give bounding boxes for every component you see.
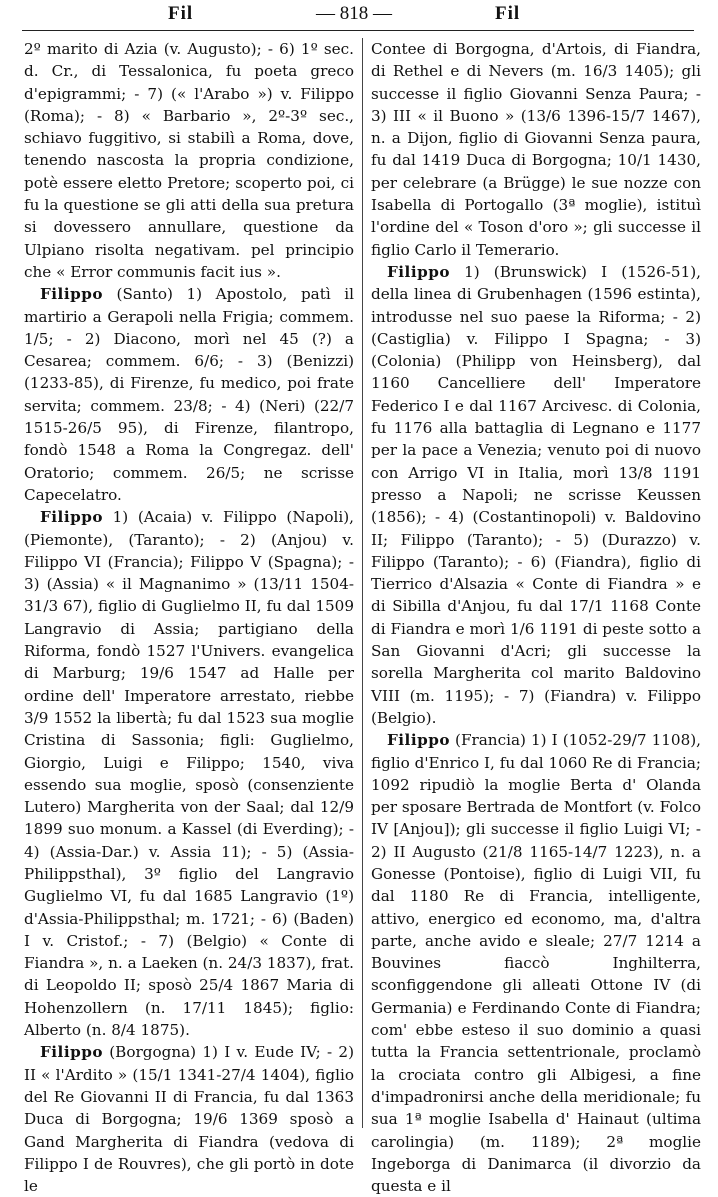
- entry-filippo-brunswick: [371, 261, 701, 729]
- entry-text: (Borgogna) 1) I v. Eude IV; - 2) II « l'Ardito » (15/1 1341-27/4 1404), figlio del Re Giovanni II di Francia, fu dal 1363 Duca di Borgogna; 19/6 1369 sposò a Gand Margherita di Fiandra (vedova di Filippo I de Rouvres), che gli portò in dote le: [24, 1043, 354, 1196]
- header-right-guideword: Fil: [495, 3, 521, 24]
- entry-filippo-borgogna: [24, 1041, 354, 1197]
- column-divider: [362, 38, 363, 1128]
- entry-headword: Filippo: [40, 285, 103, 304]
- entry-headword: Filippo: [40, 1043, 103, 1062]
- entry-text: 1) (Brunswick) I (1526-51), della linea di Grubenhagen (1596 estinta), introdusse nel suo paese la Riforma; - 2) (Castiglia) v. Filippo I Spagna; - 3) (Colonia) (Philipp von Heinsberg), dal 1160 Cancelliere dell' Imperatore Federico I e dal 1167 Arcivesc. di Colonia, fu 1176 alla battaglia di Legnano e 1177 per la pace a Venezia; venuto poi di nuovo con Arrigo VI in Italia, morì 13/8 1191 presso a Napoli; ne scrisse Keussen (1856); - 4) (Costantinopoli) v. Baldovino II; Filippo (Taranto); - 5) (Durazzo) v. Filippo (Taranto); - 6) (Fiandra), figlio di Tierrico d'Alsazia « Conte di Fiandra » e di Sibilla d'Anjou, fu dal 17/1 1168 Conte di Fiandra e morì 1/6 1191 di peste sotto a San Giovanni d'Acri; gli successe la sorella Margherita col marito Baldovino VIII (m. 1195); - 7) (Fiandra) v. Filippo (Belgio).: [371, 262, 701, 727]
- entry-text: 2º marito di Azia (v. Augusto); - 6) 1º sec. d. Cr., di Tessalonica, fu poeta greco d'epigrammi; - 7) (« l'Arabo ») v. Filippo (Roma); - 8) « Barbario », 2º-3º sec., schiavo fuggitivo, si stabilì a Roma, dove, tenendo nascosta la propria condizione, potè essere eletto Pretore; scoperto poi, ci fu la questione se gli atti della sua pretura si dovessero annullare, questione da Ulpiano risolta negativam. pel principio che « Error communis facit ius ».: [24, 40, 354, 281]
- entry-continuation: [371, 38, 701, 261]
- right-column: [371, 38, 701, 1196]
- page-number: — 818 —: [316, 3, 392, 24]
- entry-text: 1) (Acaia) v. Filippo (Napoli), (Piemonte), (Taranto); - 2) (Anjou) v. Filippo VI (Francia); Filippo V (Spagna); - 3) (Assia) « il Magnanimo » (13/11 1504-31/3 67), figlio di Guglielmo II, fu dal 1509 Langravio di Assia; partigiano della Riforma, fondò 1527 l'Univers. evangelica di Marburg; 19/6 1547 ad Halle per ordine dell' Imperatore arrestato, riebbe 3/9 1552 la libertà; fu dal 1523 sua moglie Cristina di Sassonia; figli: Guglielmo, Giorgio, Luigi e Filippo; 1540, viva essendo sua moglie, sposò (consenziente Lutero) Margherita von der Saal; dal 12/9 1899 suo monum. a Kassel (di Everding); - 4) (Assia-Dar.) v. Assia 11); - 5) (Assia-Philippsthal), 3º figlio del Langravio Guglielmo VI, fu dal 1685 Langravio (1º) d'Assia-Philippsthal; m. 1721; - 6) (Baden) I v. Cristof.; - 7) (Belgio) « Conte di Fiandra », n. a Laeken (n. 24/3 1837), frat. di Leopoldo II; sposò 25/4 1867 Maria di Hohenzollern (n. 17/11 1845); figlio: Alberto (n. 8/4 1875).: [24, 508, 354, 1040]
- entry-text: (Francia) 1) I (1052-29/7 1108), figlio d'Enrico I, fu dal 1060 Re di Francia; 1092 ripudiò la moglie Berta d' Olanda per sposare Bertrada de Montfort (v. Folco IV [Anjou]); gli successe il figlio Luigi VI; - 2) II Augusto (21/8 1165-14/7 1223), n. a Gonesse (Pontoise), figlio di Luigi VII, fu dal 1180 Re di Francia, intelligente, attivo, energico ed economo, ma, d'altra parte, anche avido e sleale; 27/7 1214 a Bouvines fiaccò Inghilterra, sconfiggendone gli alleati Ottone IV (di Germania) e Ferdinando Conte di Fiandra; com' ebbe esteso il suo dominio a quasi tutta la Francia settentrionale, proclamò la crociata contro gli Albigesi, a fine d'impadronirsi anche della meridionale; fu sua 1ª moglie Isabella d' Hainaut (ultima carolingia) (m. 1189); 2ª moglie Ingeborga di Danimarca (il divorzio da questa e il: [371, 731, 701, 1196]
- left-column: [24, 38, 354, 1196]
- entry-text: Contee di Borgogna, d'Artois, di Fiandra, di Rethel e di Nevers (m. 16/3 1405); gli successe il figlio Giovanni Senza Paura; - 3) III « il Buono » (13/6 1396-15/7 1467), n. a Dijon, figlio di Giovanni Senza paura, fu dal 1419 Duca di Borgogna; 10/1 1430, per celebrare (a Brügge) le sue nozze con Isabella di Portogallo (3ª moglie), istituì l'ordine del « Toson d'oro »; gli successe il figlio Carlo il Temerario.: [371, 40, 701, 259]
- entry-filippo-santo: [24, 283, 354, 506]
- page-header: [0, 0, 718, 26]
- entry-headword: Filippo: [387, 262, 450, 281]
- entry-filippo-francia: [371, 729, 701, 1197]
- header-left-guideword: Fil: [168, 3, 194, 24]
- entry-text: (Santo) 1) Apostolo, patì il martirio a Gerapoli nella Frigia; commem. 1/5; - 2) Diacono, morì nel 45 (?) a Cesarea; commem. 6/6; - 3) (Benizzi) (1233-85), di Firenze, fu medico, poi frate servita; commem. 23/8; - 4) (Neri) (22/7 1515-26/5 95), di Firenze, filantropo, fondò 1548 a Roma la Congregaz. dell' Oratorio; commem. 26/5; ne scrisse Capecelatro.: [24, 285, 354, 504]
- entry-filippo-acaia: [24, 506, 354, 1041]
- entry-headword: Filippo: [40, 508, 103, 527]
- entry-continuation: [24, 38, 354, 283]
- entry-headword: Filippo: [387, 731, 450, 750]
- header-rule: [22, 30, 694, 31]
